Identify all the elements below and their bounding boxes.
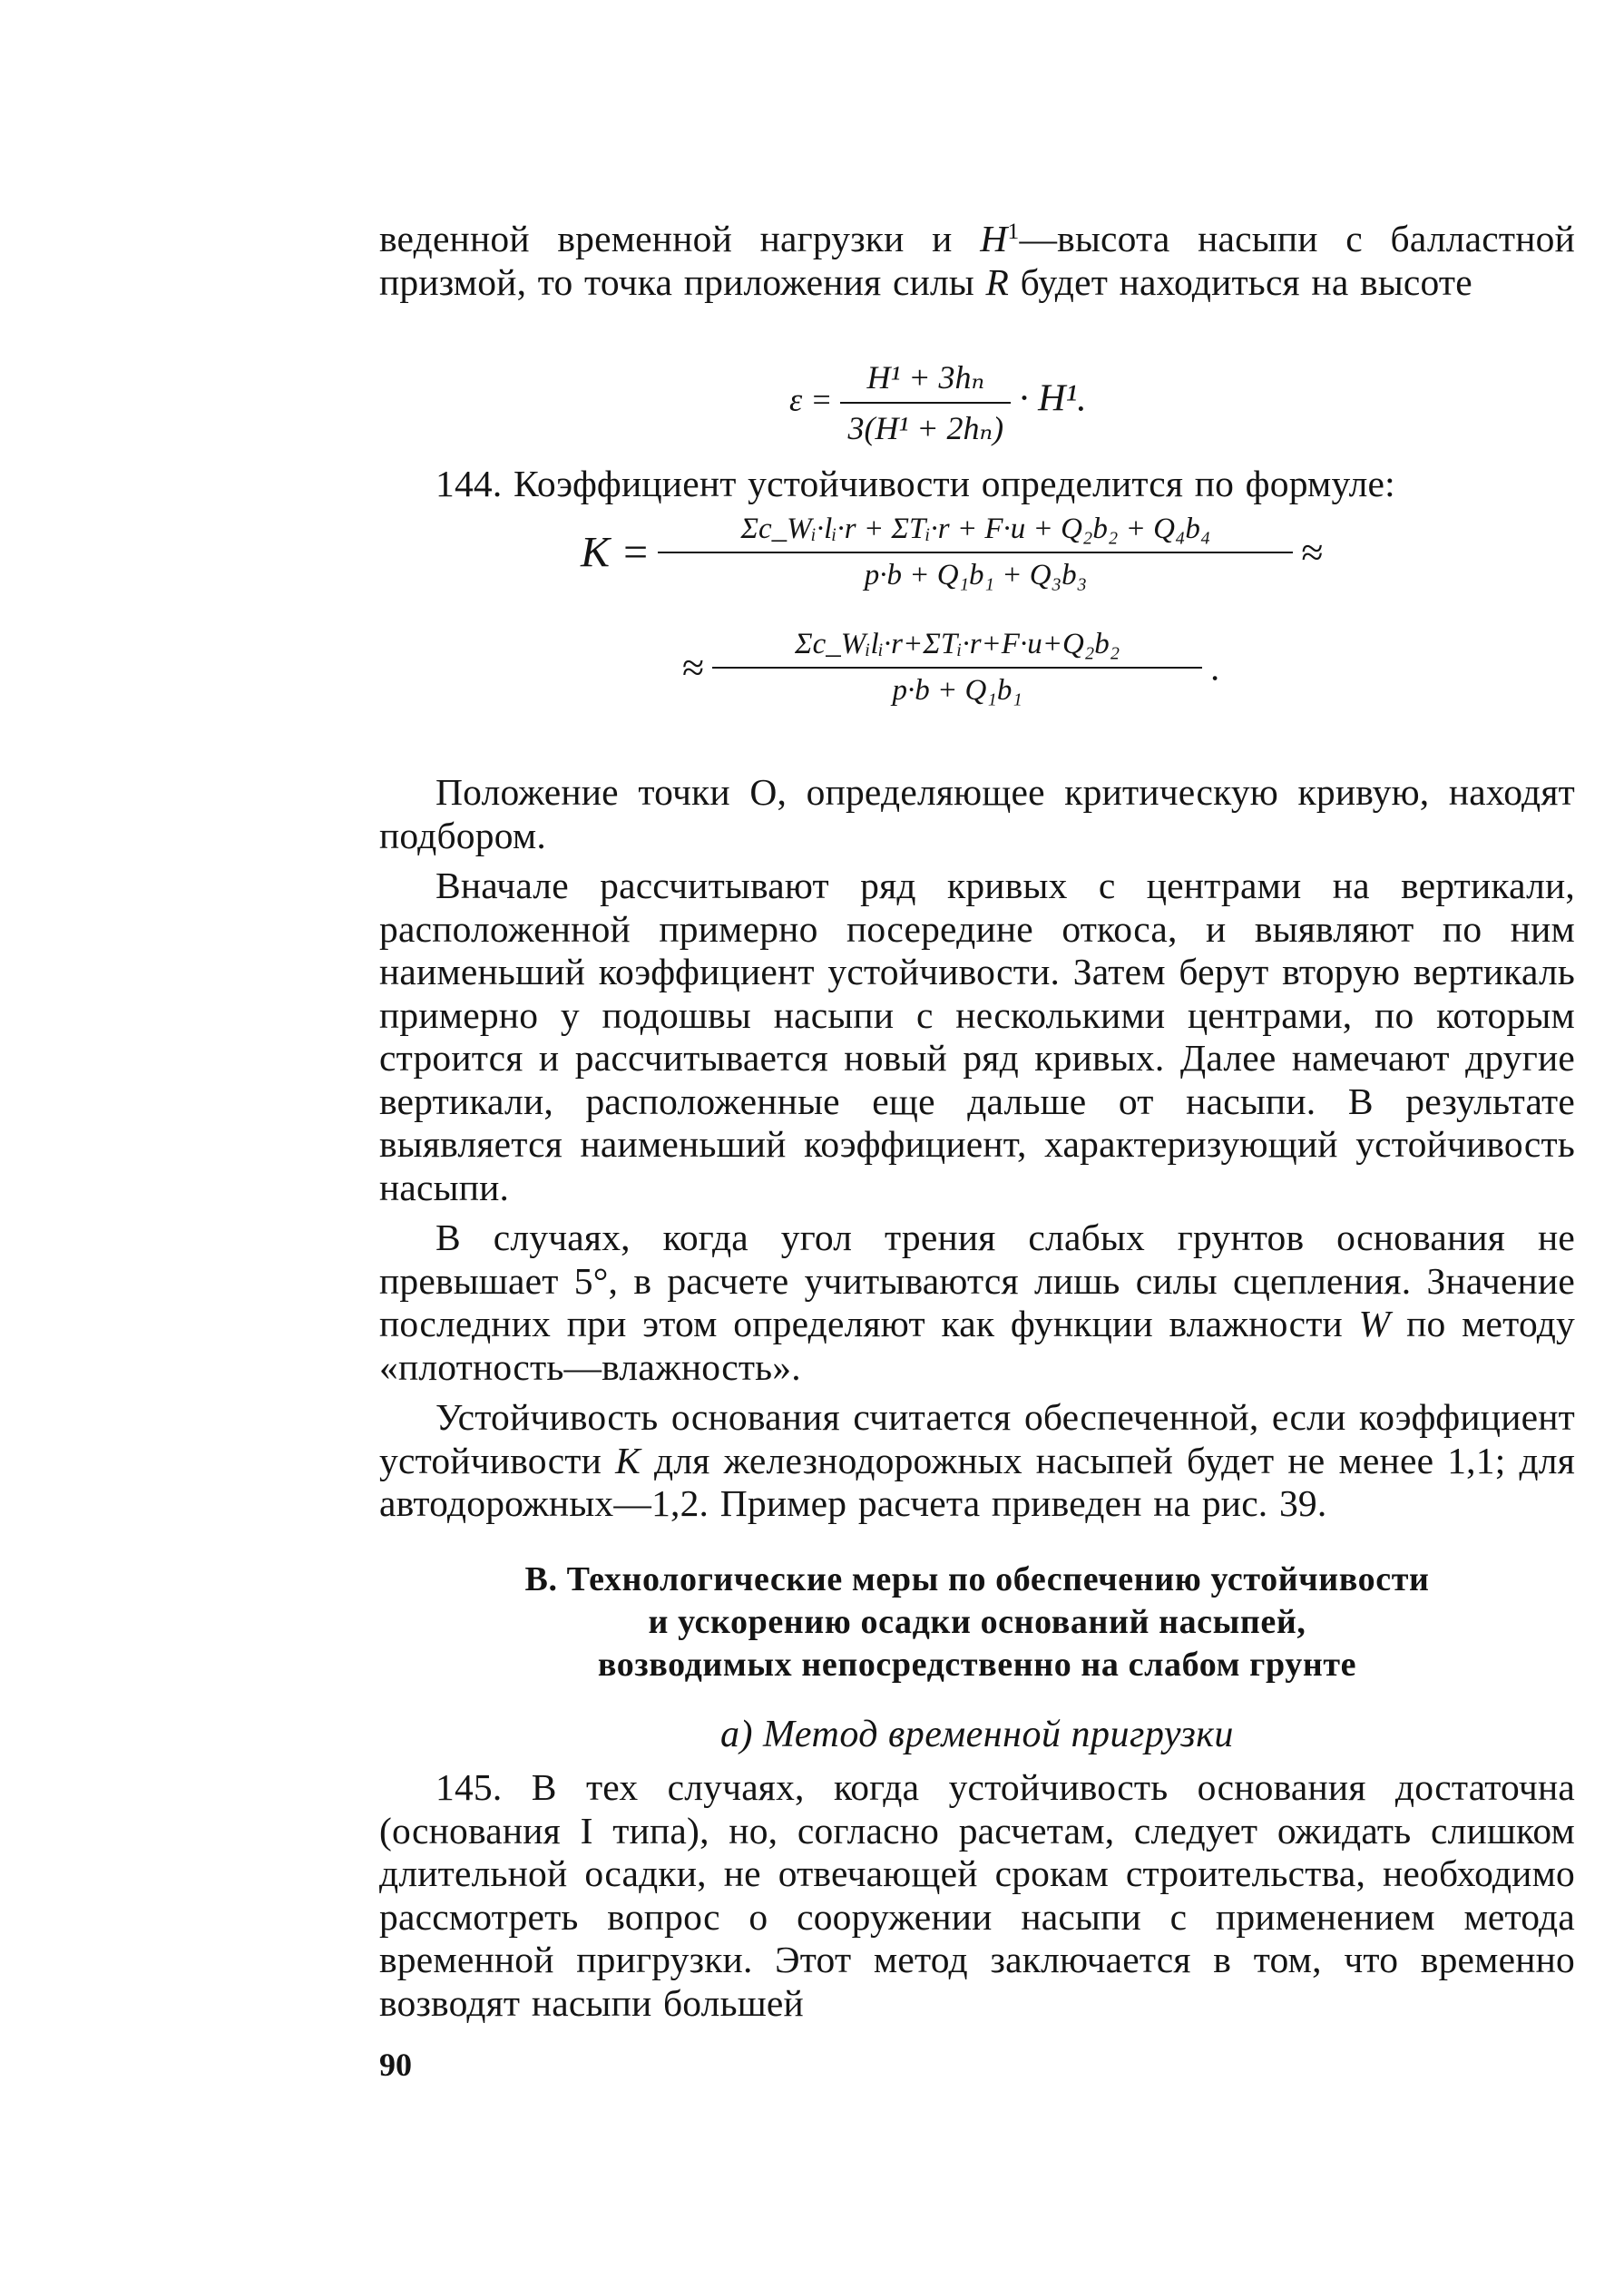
subheading-text: а) Метод временной пригрузки xyxy=(720,1714,1234,1755)
formula-lhs: K = xyxy=(581,528,651,577)
paragraph-145 xyxy=(379,1766,1575,2025)
symbol-R: R xyxy=(985,260,1010,303)
formula-epsilon xyxy=(789,358,1087,447)
subsection-heading xyxy=(379,1713,1575,1756)
formula-k-line1 xyxy=(581,513,1324,592)
formula-k-line2 xyxy=(682,628,1219,708)
paragraph-first: Вначале рассчитывают ряд кривых с центрами на вертикали, расположенной примерно посередине откоса, и выявляют по ним наименьший коэффициент устойчивости. Затем берут вторую вертикаль примерно у подошвы насыпи с несколькими центрами, по которым строится и рассчитывается новый ряд кривых. Далее намечают другие вертикали, расположенные еще дальше от насыпи. В результате выявляется наименьший коэффициент, характеризующий устойчивость насыпи. xyxy=(379,865,1575,1208)
numerator: Σc_Wᵢ·lᵢ·r + ΣTᵢ·r + F·u + Q₂b₂ + Q₄b₄ xyxy=(740,513,1211,545)
page-number: 90 xyxy=(379,2047,412,2083)
paragraph-continuation xyxy=(379,218,1575,304)
symbol-W: W xyxy=(1358,1303,1391,1344)
paragraph-text: 145. В тех случаях, когда устойчивость основания достаточна (основания I типа), но, согласно расчетам, следует ожидать слишком длительной осадки, не отвечающей срокам строительства, необходимо рассмотреть вопрос о сооружении насыпи с применением метода временной пригрузки. Этот метод заключается в том, что временно возводят насыпи большей xyxy=(379,1766,1575,2024)
numerator: Σc_Wᵢlᵢ·r+ΣTᵢ·r+F·u+Q₂b₂ xyxy=(795,628,1120,660)
text: веденной временной нагрузки и xyxy=(379,218,981,259)
text: будет находиться на высоте xyxy=(1009,260,1472,303)
body-text xyxy=(379,771,1575,1526)
text: по методу «плотность—влажность». xyxy=(379,1303,1575,1388)
symbol-H: H xyxy=(980,218,1008,259)
heading-line: и ускорению осадки оснований насыпей, xyxy=(648,1603,1306,1641)
paragraph-cases xyxy=(379,1217,1575,1389)
denominator: 3(H¹ + 2hₙ) xyxy=(840,402,1011,447)
text: —высота насыпи с балластной призмой, то точка приложения силы xyxy=(379,218,1575,303)
paragraph-position: Положение точки O, определяющее критическую кривую, находят подбором. xyxy=(379,771,1575,856)
superscript: 1 xyxy=(1007,217,1020,244)
fraction xyxy=(712,628,1202,708)
paragraph-144 xyxy=(379,463,1575,506)
text: для железнодорожных насыпей будет не менее 1,1; для автодорожных—1,2. Пример расчета приведен на рис. 39. xyxy=(379,1439,1575,1524)
formula-rhs: · H¹. xyxy=(1019,377,1087,420)
heading-line: возводимых непосредственно на слабом грунте xyxy=(597,1646,1357,1684)
fraction xyxy=(840,358,1011,447)
denominator: p·b + Q₁b₁ xyxy=(712,667,1202,708)
fraction xyxy=(658,513,1293,592)
section-heading xyxy=(379,1559,1575,1686)
paragraph-text: 144. Коэффициент устойчивости определится по формуле: xyxy=(435,463,1395,504)
denominator: p·b + Q₁b₁ + Q₃b₃ xyxy=(658,552,1293,592)
formula-end: . xyxy=(1210,647,1220,689)
approx-sign: ≈ xyxy=(1301,530,1324,575)
symbol-K: K xyxy=(615,1439,641,1481)
formula-lhs: ε = xyxy=(789,381,833,418)
numerator: H¹ + 3hₙ xyxy=(866,359,985,396)
heading-line: В. Технологические меры по обеспечению устойчивости xyxy=(524,1560,1430,1598)
approx-sign: ≈ xyxy=(682,645,705,690)
paragraph-stability xyxy=(379,1396,1575,1526)
text: Устойчивость основания считается обеспеченной, если коэффициент устойчивости xyxy=(379,1396,1575,1481)
text: В случаях, когда угол трения слабых грунтов основания не превышает 5°, в расчете учитываются лишь силы сцепления. Значение последних при этом определяют как функции влажности xyxy=(379,1217,1575,1344)
